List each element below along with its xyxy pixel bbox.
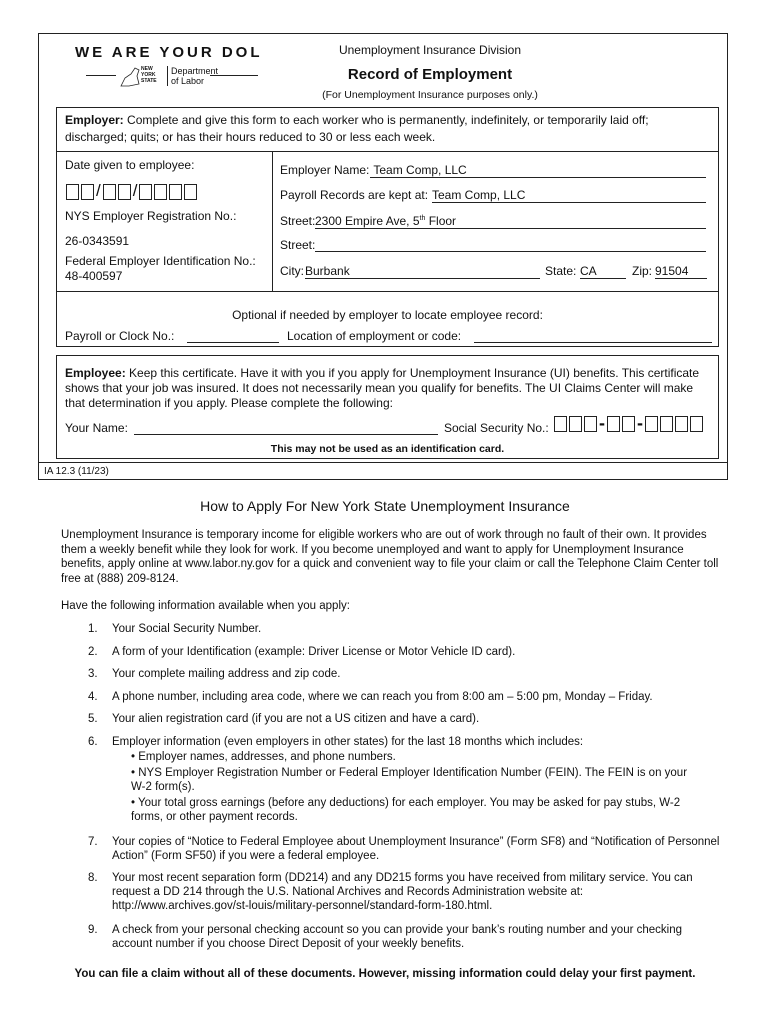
street-value[interactable]: 2300 Empire Ave, 5th Floor [315, 214, 706, 229]
payroll-clock-label: Payroll or Clock No.: [65, 329, 175, 343]
state-value[interactable]: CA [580, 264, 626, 279]
footer-note: You can file a claim without all of these documents. However, missing information could delay your first payment. [74, 968, 696, 980]
optional-note: Optional if needed by employer to locate employee record: [232, 308, 543, 322]
zip-label: Zip: [632, 264, 653, 278]
sub-list-item: • NYS Employer Registration Number or Federal Employer Identification Number (FEIN). The FEIN is on your W-2 form(s). [131, 767, 688, 793]
street-label: Street: [280, 214, 316, 228]
divider [272, 151, 273, 291]
logo-department: Department of Labor [167, 66, 218, 86]
logo-rule-left [86, 75, 116, 76]
ssn-field[interactable]: - - [554, 413, 705, 434]
nys-reg-value[interactable]: 26-0343591 [65, 234, 130, 248]
date-given-label: Date given to employee: [65, 158, 195, 172]
sub-list-item: • Employer names, addresses, and phone numbers. [131, 751, 396, 763]
your-name-field[interactable] [134, 421, 438, 435]
payroll-clock-field[interactable] [187, 329, 279, 343]
instructions-title: How to Apply For New York State Unemployment Insurance [200, 498, 570, 514]
id-warning: This may not be used as an identification card. [270, 443, 505, 455]
nys-map-icon [117, 64, 141, 90]
fein-label: Federal Employer Identification No.: [65, 254, 256, 268]
divider [56, 151, 719, 152]
street2-field[interactable] [315, 238, 706, 252]
city-value[interactable]: Burbank [305, 264, 540, 279]
state-label: State: [545, 264, 577, 278]
form-subtitle: (For Unemployment Insurance purposes only.) [322, 89, 538, 101]
employee-instructions: Employee: Keep this certificate. Have it with you if you apply for Unemployment Insurance (UI) benefits. This certificate shows that your job was insured. It does not necessarily mean you qualify for benefits. The UI Claims Center will make that determination if you apply. Please complete the following: [65, 366, 700, 410]
employer-instructions: Employer: Complete and give this form to each worker who is permanently, indefinitely, or temporarily laid off; discharged; quits; or has their hours reduced to 30 or less each week. [65, 113, 649, 144]
sub-list-item: • Your total gross earnings (before any deductions) for each employer. You may be asked for pay stubs, W-2 forms, or other payment records. [131, 797, 681, 823]
instructions-intro: Unemployment Insurance is temporary income for eligible workers who are out of work through no fault of their own. It provides them a weekly benefit while they look for work. If you become unemployed and want to apply for Unemployment Insurance benefits, apply online at www.labor.ny.gov for a quick and convenient way to file your claim or call the Telephone Claim Center toll free at (888) 209-8124. [61, 529, 719, 585]
logo-state-name: NEW YORK STATE [141, 66, 157, 84]
have-ready-text: Have the following information available when you apply: [61, 600, 350, 612]
ssn-label: Social Security No.: [444, 421, 549, 435]
city-label: City: [280, 264, 304, 278]
date-given-field[interactable]: / / [66, 181, 199, 201]
divider [56, 291, 719, 292]
payroll-records-value[interactable]: Team Comp, LLC [432, 188, 706, 203]
labor-website-link[interactable]: www.labor.ny.gov [185, 558, 274, 570]
your-name-label: Your Name: [65, 421, 128, 435]
archives-link[interactable]: http://www.archives.gov/st-louis/military-personnel/standard-form-180.html [112, 900, 490, 912]
divider [38, 462, 728, 463]
zip-value[interactable]: 91504 [655, 264, 707, 279]
employer-name-value[interactable]: Team Comp, LLC [370, 163, 706, 178]
street2-label: Street: [280, 238, 316, 252]
payroll-records-label: Payroll Records are kept at: [280, 188, 429, 202]
logo-slogan: WE ARE YOUR DOL [75, 44, 263, 61]
location-label: Location of employment or code: [287, 329, 462, 343]
nys-reg-label: NYS Employer Registration No.: [65, 209, 237, 223]
fein-value[interactable]: 48-400597 [65, 269, 123, 283]
form-id: IA 12.3 (11/23) [44, 466, 109, 477]
employer-name-label: Employer Name: [280, 163, 370, 177]
division-name: Unemployment Insurance Division [338, 43, 522, 57]
location-field[interactable] [474, 329, 712, 343]
form-title: Record of Employment [347, 66, 513, 83]
